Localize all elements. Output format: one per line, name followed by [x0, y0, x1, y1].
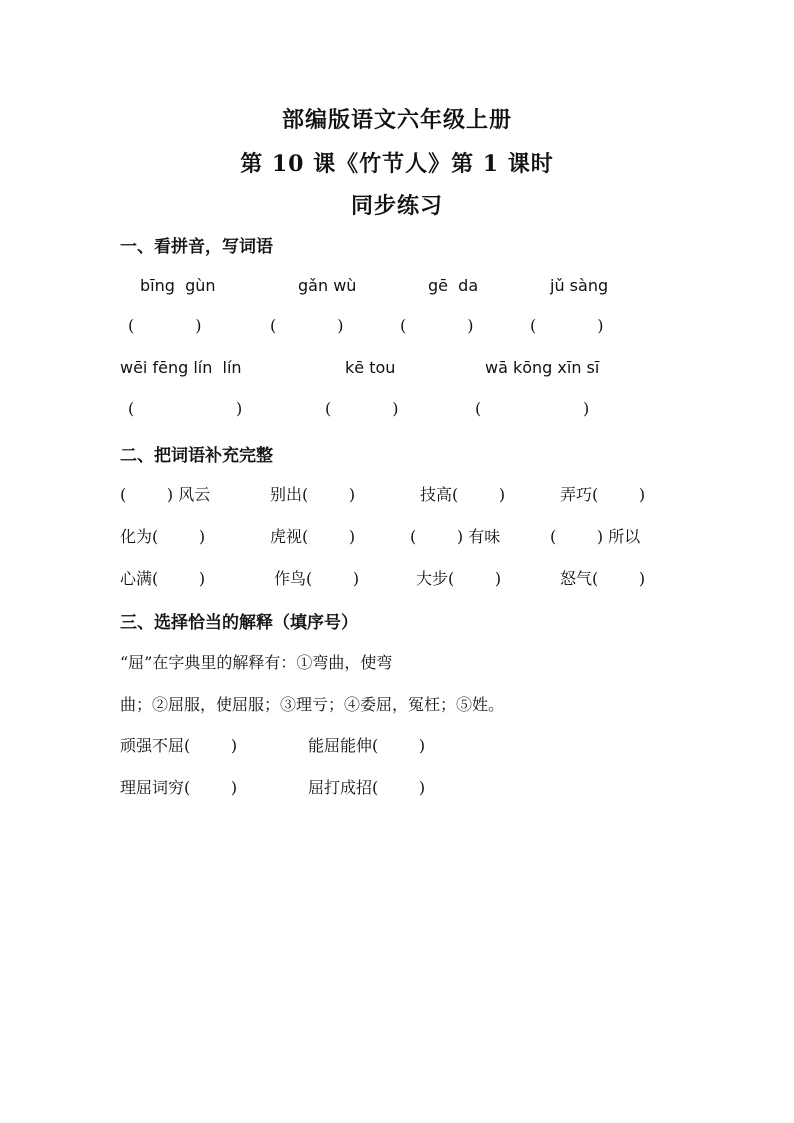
lesson-title: 第 10 课《竹节人》第 1 课时: [240, 151, 554, 177]
idiom-item[interactable]: 别出( ): [270, 485, 356, 504]
page-title: 部编版语文六年级上册: [281, 107, 512, 133]
answer-blank-2[interactable]: ( ): [270, 316, 344, 335]
answer-blank-4[interactable]: ( ): [530, 316, 604, 335]
idiom-item[interactable]: 弄巧( ): [560, 485, 646, 504]
idiom-item[interactable]: 技高( ): [420, 485, 506, 504]
idiom-item[interactable]: 心满( ): [120, 569, 206, 588]
exercise-title: 同步练习: [350, 193, 443, 219]
idiom-item[interactable]: 作鸟( ): [274, 569, 360, 588]
choice-item[interactable]: 能屈能伸( ): [308, 736, 426, 755]
pinyin-2: gǎn wù: [298, 276, 357, 295]
section-2-heading: 二、把词语补充完整: [120, 446, 273, 466]
idiom-item[interactable]: 化为( ): [120, 527, 206, 546]
choice-item[interactable]: 顽强不屈( ): [120, 736, 238, 755]
section-1-heading: 一、看拼音，写词语: [120, 237, 273, 257]
answer-blank-3[interactable]: ( ): [400, 316, 474, 335]
choice-item[interactable]: 屈打成招( ): [308, 778, 426, 797]
idiom-item[interactable]: ( ) 有味: [410, 527, 501, 546]
definition-paragraph-line-1: “屈”在字典里的解释有：①弯曲，使弯: [120, 653, 393, 672]
idiom-item[interactable]: 怒气( ): [560, 569, 646, 588]
answer-blank-7[interactable]: ( ): [475, 399, 590, 418]
pinyin-1: bīng gùn: [140, 276, 216, 295]
answer-blank-1[interactable]: ( ): [128, 316, 202, 335]
idiom-item[interactable]: 大步( ): [416, 569, 502, 588]
idiom-item[interactable]: ( ) 风云: [120, 485, 211, 504]
answer-blank-5[interactable]: ( ): [128, 399, 243, 418]
idiom-item[interactable]: 虎视( ): [270, 527, 356, 546]
pinyin-3: gē da: [428, 276, 479, 295]
definition-paragraph-line-2: 曲；②屈服，使屈服；③理亏；④委屈，冤枉；⑤姓。: [120, 695, 505, 714]
idiom-item[interactable]: ( ) 所以: [550, 527, 641, 546]
pinyin-4: jǔ sàng: [550, 276, 609, 295]
pinyin-6: kē tou: [345, 358, 396, 377]
choice-item[interactable]: 理屈词穷( ): [120, 778, 238, 797]
pinyin-7: wā kōng xīn sī: [485, 358, 600, 377]
section-3-heading: 三、选择恰当的解释（填序号）: [120, 613, 358, 633]
pinyin-5: wēi fēng lín lín: [120, 358, 242, 377]
answer-blank-6[interactable]: ( ): [325, 399, 399, 418]
